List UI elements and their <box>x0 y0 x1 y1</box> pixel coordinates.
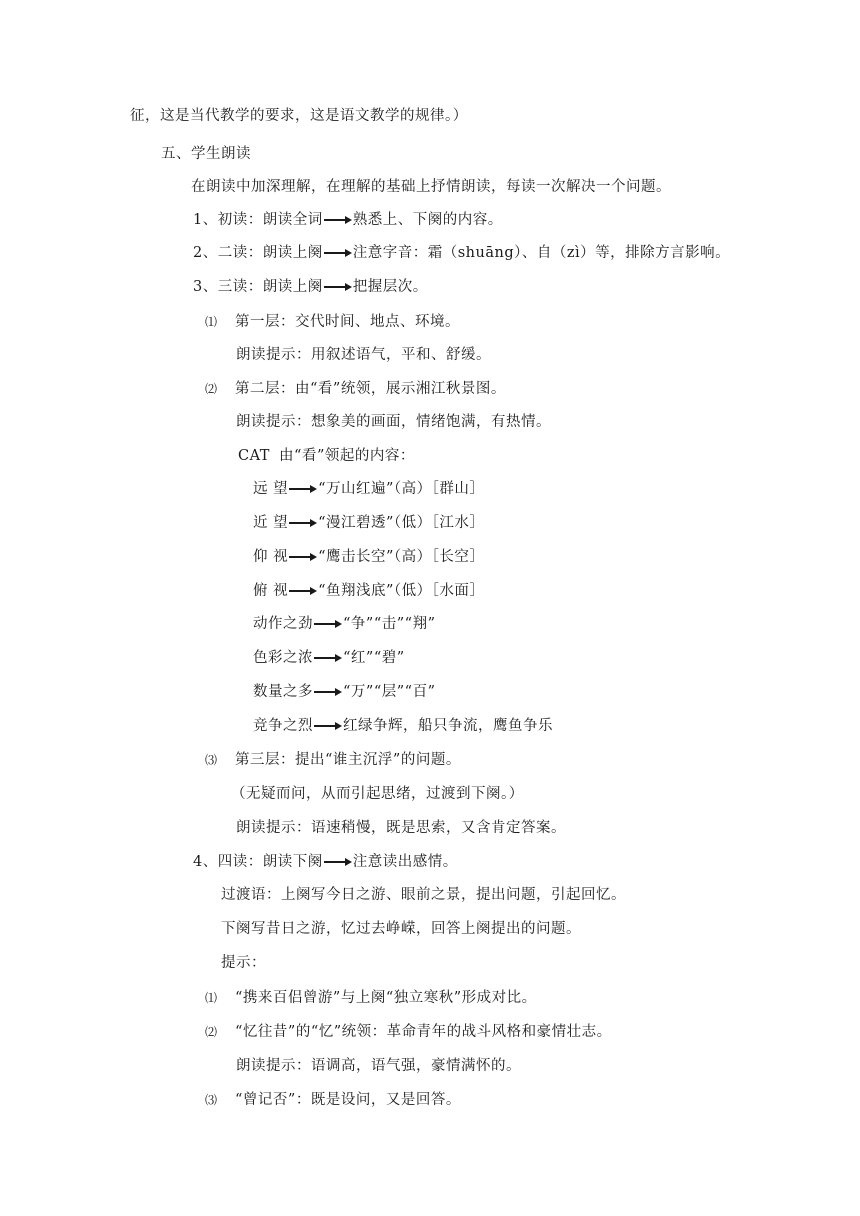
row-value: “万山红遍”（高）［群山］ <box>318 481 485 497</box>
arrow-right-icon <box>323 852 353 872</box>
mapping-row <box>253 513 484 533</box>
arrow-right-icon <box>313 682 343 702</box>
arrow-right-icon <box>313 614 343 634</box>
item-number: ⑴ <box>205 991 218 1005</box>
item-number: ⑶ <box>205 1093 218 1107</box>
section-heading: 五、学生朗读 <box>161 146 251 162</box>
item-label: 1、初读：朗读全词 <box>193 212 323 228</box>
row-label: 色彩之浓 <box>253 650 313 666</box>
sub-item <box>205 1090 461 1110</box>
row-value: “鱼翔浅底”（低）［水面］ <box>318 583 485 599</box>
text-line: 朗读提示：语速稍慢，既是思索，又含肯定答案。 <box>236 820 566 836</box>
text-line: 过渡语：上阕写今日之游、眼前之景，提出问题，引起回忆。 <box>221 887 626 903</box>
item-text: 第三层：提出“谁主沉浮”的问题。 <box>235 752 461 768</box>
row-value: 红绿争辉，船只争流，鹰鱼争乐 <box>343 718 553 734</box>
item-label: 2、二读：朗读上阕 <box>193 245 323 261</box>
arrow-right-icon <box>288 581 318 601</box>
text-line: 朗读提示：语调高，语气强，豪情满怀的。 <box>236 1058 521 1074</box>
sub-item <box>205 379 506 399</box>
text-line: 朗读提示：用叙述语气，平和、舒缓。 <box>236 347 491 363</box>
mapping-row <box>253 648 405 668</box>
mapping-row <box>253 547 484 567</box>
item-text: “曾记否”：既是设问，又是回答。 <box>235 1092 461 1108</box>
row-label: 动作之劲 <box>253 616 313 632</box>
text-line: 下阕写昔日之游，忆过去峥嵘，回答上阕提出的问题。 <box>221 921 581 937</box>
mapping-row <box>253 479 484 499</box>
sub-item <box>205 750 461 770</box>
mapping-row <box>253 682 435 702</box>
item-text: “忆往昔”的“忆”统领：革命青年的战斗风格和豪情壮志。 <box>235 1024 612 1040</box>
row-label: 远 望 <box>253 481 289 497</box>
row-value: “争”“击”“翔” <box>343 616 436 632</box>
row-label: 仰 视 <box>253 549 289 565</box>
arrow-right-icon <box>288 513 318 533</box>
row-label: 数量之多 <box>253 684 313 700</box>
list-item <box>193 852 458 872</box>
item-text: 把握层次。 <box>352 279 428 295</box>
text-line: （无疑而问，从而引起思绪，过渡到下阕。） <box>231 786 524 802</box>
arrow-right-icon <box>313 716 343 736</box>
item-text: 熟悉上、下阕的内容。 <box>352 212 503 228</box>
row-label: 俯 视 <box>253 583 289 599</box>
item-text: 注意字音：霜（shuāng）、自（zì）等，排除方言影响。 <box>352 245 731 261</box>
row-label: 近 望 <box>253 515 289 531</box>
list-item <box>193 277 428 297</box>
item-text: 注意读出感情。 <box>352 854 458 870</box>
item-number: ⑶ <box>205 753 218 767</box>
mapping-row <box>253 716 553 736</box>
text-line: CAT 由“看”领起的内容： <box>238 448 415 464</box>
row-value: “万”“层”“百” <box>343 684 436 700</box>
text-line: 提示： <box>221 955 266 971</box>
sub-item <box>205 1022 612 1042</box>
item-number: ⑴ <box>205 315 218 329</box>
arrow-right-icon <box>323 277 353 297</box>
row-value: “红”“碧” <box>343 650 405 666</box>
text-line: 朗读提示：想象美的画面，情绪饱满，有热情。 <box>236 414 551 430</box>
item-label: 3、三读：朗读上阕 <box>193 279 323 295</box>
text-line: 在朗读中加深理解，在理解的基础上抒情朗读，每读一次解决一个问题。 <box>191 179 671 195</box>
arrow-right-icon <box>323 243 353 263</box>
row-value: “鹰击长空”（高）［长空］ <box>318 549 485 565</box>
row-value: “漫江碧透”（低）［江水］ <box>318 515 485 531</box>
item-label: 4、四读：朗读下阕 <box>193 854 323 870</box>
item-text: 第二层：由“看”统领，展示湘江秋景图。 <box>235 381 506 397</box>
arrow-right-icon <box>288 479 318 499</box>
text-line: 征，这是当代教学的要求，这是语文教学的规律。） <box>130 108 468 124</box>
item-text: “携来百侣曾游”与上阕“独立寒秋”形成对比。 <box>235 990 537 1006</box>
item-number: ⑵ <box>205 382 218 396</box>
item-number: ⑵ <box>205 1025 218 1039</box>
item-text: 第一层：交代时间、地点、环境。 <box>235 314 460 330</box>
mapping-row <box>253 614 435 634</box>
arrow-right-icon <box>313 648 343 668</box>
sub-item <box>205 988 537 1008</box>
mapping-row <box>253 581 484 601</box>
row-label: 竞争之烈 <box>253 718 313 734</box>
list-item <box>193 210 503 230</box>
sub-item <box>205 312 460 332</box>
list-item <box>193 243 730 263</box>
arrow-right-icon <box>323 210 353 230</box>
arrow-right-icon <box>288 547 318 567</box>
